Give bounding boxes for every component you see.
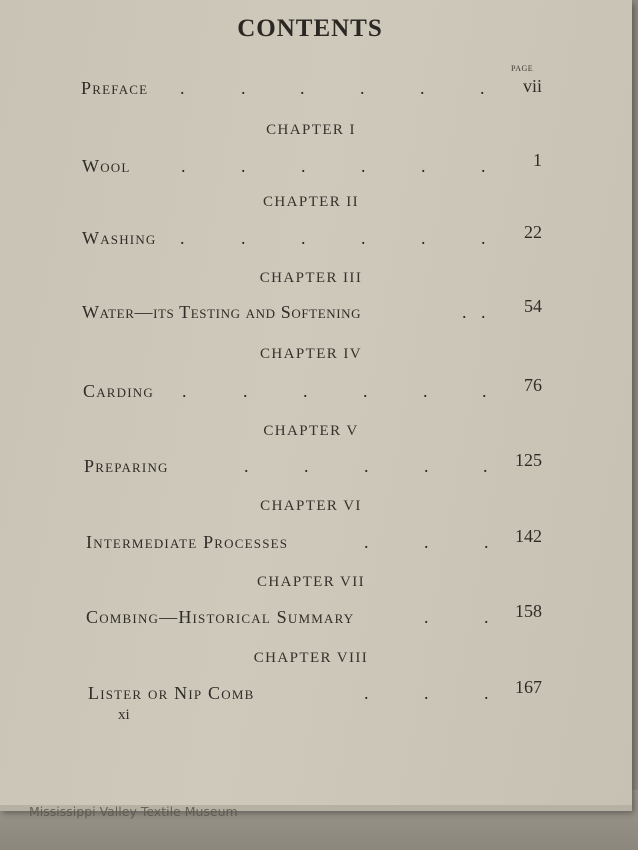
leader-dot: . <box>424 456 429 476</box>
chapter-label-6: CHAPTER VI <box>260 498 362 514</box>
entry-title: Carding <box>83 381 154 401</box>
entry-page-number: 158 <box>515 601 542 621</box>
leader-dot: . <box>364 456 369 476</box>
leader-dot: . <box>180 228 185 248</box>
leader-dot: . <box>300 78 305 98</box>
entry-title: Combing—Historical Summary <box>86 607 355 627</box>
entry-page-number: 167 <box>515 677 542 697</box>
entry-page-number: 54 <box>524 296 542 316</box>
leader-dot: . <box>482 381 487 401</box>
entry-page-number: 1 <box>533 150 542 170</box>
museum-watermark: Mississippi Valley Textile Museum <box>29 804 238 819</box>
leader-dot: . <box>361 228 366 248</box>
leader-dot: . <box>241 78 246 98</box>
leader-dot: . <box>363 381 368 401</box>
entry-title: Intermediate Processes <box>86 532 289 552</box>
chapter-label-8: CHAPTER VIII <box>253 650 369 666</box>
toc-entry-chapter-6 <box>0 526 600 556</box>
toc-entry-chapter-7 <box>0 601 600 631</box>
leader-dot: . <box>423 381 428 401</box>
leader-dot: . <box>303 381 308 401</box>
leader-dot: . <box>181 156 186 176</box>
leader-dot: . <box>301 228 306 248</box>
chapter-label-3: CHAPTER III <box>259 270 363 286</box>
leader-dot: . <box>424 607 429 627</box>
chapter-label-2: CHAPTER II <box>262 194 360 210</box>
leader-dot: . <box>483 456 488 476</box>
toc-entry-chapter-4 <box>0 375 600 405</box>
leader-dot: . <box>484 683 489 703</box>
entry-title: Lister or Nip Comb <box>88 683 255 703</box>
leader-dot: . <box>361 156 366 176</box>
leader-dot: . <box>481 302 486 322</box>
toc-entry-chapter-3 <box>0 296 600 326</box>
entry-page-number: 76 <box>524 375 542 395</box>
toc-entry-chapter-8 <box>0 677 600 707</box>
chapter-label-4: CHAPTER IV <box>260 346 362 362</box>
leader-dot: . <box>304 456 309 476</box>
leader-dot: . <box>462 302 467 322</box>
entry-page-number: 22 <box>524 222 542 242</box>
page-column-label: PAGE <box>511 64 534 73</box>
entry-page-number: vii <box>522 76 542 96</box>
entry-title: Wool <box>82 156 131 176</box>
entry-title: Preparing <box>84 456 169 476</box>
entry-title: Preface <box>81 78 149 98</box>
leader-dot: . <box>301 156 306 176</box>
entry-page-number: 142 <box>515 526 542 546</box>
entry-title: Washing <box>82 228 157 248</box>
leader-dot: . <box>364 532 369 552</box>
leader-dot: . <box>421 156 426 176</box>
leader-dot: . <box>480 78 485 98</box>
leader-dot: . <box>364 683 369 703</box>
toc-entry-chapter-2 <box>0 222 600 252</box>
leader-dot: . <box>182 381 187 401</box>
leader-dot: . <box>420 78 425 98</box>
chapter-label-5: CHAPTER V <box>263 423 359 439</box>
toc-entry-chapter-5 <box>0 450 600 480</box>
leader-dot: . <box>243 381 248 401</box>
leader-dot: . <box>241 228 246 248</box>
chapter-label-7: CHAPTER VII <box>256 574 366 590</box>
leader-dot: . <box>421 228 426 248</box>
leader-dot: . <box>484 607 489 627</box>
leader-dot: . <box>481 156 486 176</box>
entry-title: Water—its Testing and Softening <box>82 302 362 322</box>
toc-entry-preface <box>0 78 600 102</box>
contents-heading: CONTENTS <box>237 15 383 42</box>
leader-dot: . <box>180 78 185 98</box>
page-folio: xi <box>118 707 130 723</box>
leader-dot: . <box>244 456 249 476</box>
leader-dot: . <box>484 532 489 552</box>
entry-page-number: 125 <box>515 450 542 470</box>
leader-dot: . <box>241 156 246 176</box>
leader-dot: . <box>424 532 429 552</box>
chapter-label-1: CHAPTER I <box>266 122 356 138</box>
leader-dot: . <box>360 78 365 98</box>
toc-entry-chapter-1 <box>0 150 600 180</box>
leader-dot: . <box>481 228 486 248</box>
leader-dot: . <box>424 683 429 703</box>
